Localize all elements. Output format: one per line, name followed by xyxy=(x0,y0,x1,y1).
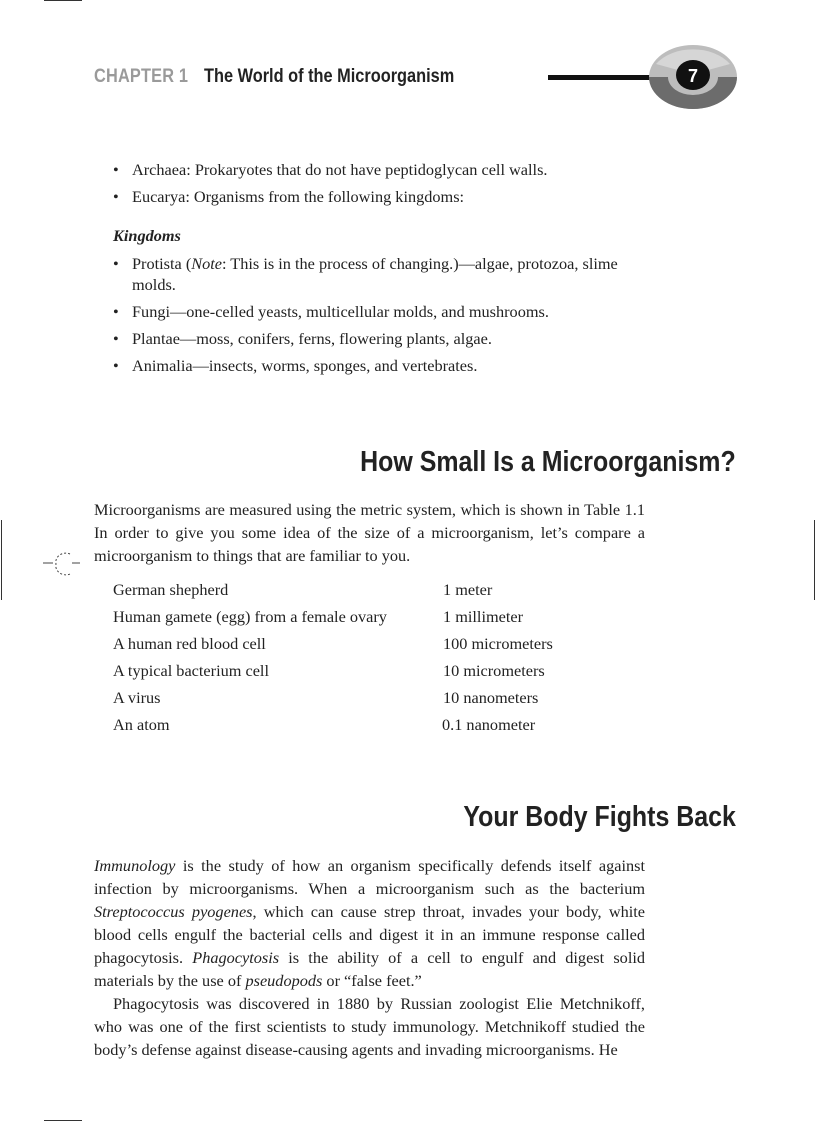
list-item: • Eucarya: Organisms from the following kingdoms: xyxy=(113,183,673,210)
page-number: 7 xyxy=(687,66,699,86)
crop-mark-bottom xyxy=(44,1120,82,1121)
intro-paragraph: Microorganisms are measured using the metric system, which is shown in Table 1.1 In order to give you some idea of the size of a microorganism, let’s compare a microorganism to things that are familiar to you. xyxy=(94,500,645,565)
paragraph: Phagocytosis was discovered in 1880 by Russian zoologist Elie Metchnikoff, who was one of the first scientists to study immunology. Metchnikoff studied the body’s defense against disease-causing agents and invading microorganisms. He xyxy=(94,994,645,1059)
section-title: Your Body Fights Back xyxy=(463,801,736,833)
size-row: Human gamete (egg) from a female ovary 1 millimeter xyxy=(113,607,524,626)
paragraph: Immunology is the study of how an organism specifically defends itself against infection by microorganisms. When a microorganism such as the bacterium Streptococcus pyogenes, which can cause strep throat, invades your body, white blood cells engulf the bacterial cells and digest it in an immune response called phagocytosis. Phagocytosis is the ability of a cell to engulf and digest solid materials by the use of pseudopods or “false feet.” xyxy=(94,856,646,990)
size-row: A virus 10 nanometers xyxy=(113,688,539,707)
margin-mark-icon xyxy=(40,550,82,576)
size-row: A human red blood cell 100 micrometers xyxy=(113,634,553,653)
size-row: A typical bacterium cell 10 micrometers xyxy=(113,661,545,680)
size-row: German shepherd 1 meter xyxy=(113,580,493,599)
list-item: • Fungi—one-celled yeasts, multicellular molds, and mushrooms. xyxy=(113,301,653,322)
kingdoms-heading: Kingdoms xyxy=(113,226,181,245)
kingdom-list xyxy=(113,253,653,382)
page-number-badge xyxy=(548,42,738,110)
list-item: • Animalia—insects, worms, sponges, and vertebrates. xyxy=(113,355,653,376)
section-title: How Small Is a Microorganism? xyxy=(360,446,736,478)
list-item: • Archaea: Prokaryotes that do not have peptidoglycan cell walls. xyxy=(113,156,673,183)
crop-mark-left xyxy=(1,520,2,600)
list-item: • Plantae—moss, conifers, ferns, flowering plants, algae. xyxy=(113,328,653,349)
crop-mark-right xyxy=(814,520,815,600)
chapter-label: CHAPTER 1 xyxy=(94,66,189,87)
domain-list xyxy=(113,156,673,210)
size-row: An atom 0.1 nanometer xyxy=(113,715,536,734)
chapter-title: The World of the Microorganism xyxy=(204,66,455,87)
crop-mark-top xyxy=(44,0,82,1)
list-item: • Protista (Note: This is in the process of changing.)—algae, protozoa, slime molds. xyxy=(113,253,653,295)
body-text xyxy=(94,854,645,1061)
